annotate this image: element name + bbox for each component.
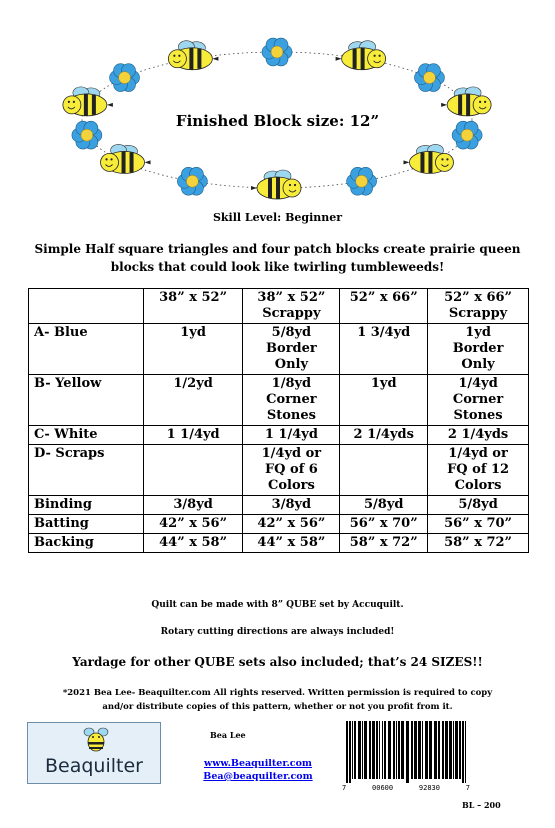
copyright-line-2: and/or distribute copies of this pattern, whether or not you profit from it. xyxy=(102,702,453,712)
table-row xyxy=(29,496,529,515)
barcode-bar xyxy=(445,721,448,779)
bee-icon xyxy=(101,144,151,173)
table-cell: 3/8yd xyxy=(143,496,243,515)
barcode-bar xyxy=(462,721,464,783)
table-cell: 52” x 66” xyxy=(340,289,428,324)
table-cell: 1 1/4yd xyxy=(143,426,243,445)
table-row xyxy=(29,515,529,534)
barcode-bar xyxy=(358,721,361,779)
pattern-code: BL – 200 xyxy=(462,800,501,810)
barcode-bar xyxy=(349,721,351,783)
barcode-bar xyxy=(379,721,380,779)
table-cell: 38” x 52” xyxy=(143,289,243,324)
barcode-bar xyxy=(396,721,397,779)
barcode xyxy=(342,721,470,783)
barcode-bar xyxy=(406,721,409,783)
table-cell xyxy=(340,445,428,496)
yardage-table xyxy=(28,288,529,553)
barcode-bar xyxy=(352,721,353,779)
barcode-bar xyxy=(346,721,348,783)
table-cell: 1/8yd Corner Stones xyxy=(243,375,340,426)
rotary-note: Rotary cutting directions are always included! xyxy=(160,627,395,637)
table-cell: 56” x 70” xyxy=(340,515,428,534)
table-cell: A- Blue xyxy=(29,324,144,375)
barcode-bar xyxy=(384,721,386,779)
table-cell: 5/8yd xyxy=(340,496,428,515)
table-cell: B- Yellow xyxy=(29,375,144,426)
barcode-bar xyxy=(411,721,413,779)
barcode-bar xyxy=(455,721,458,779)
table-cell: 56” x 70” xyxy=(428,515,529,534)
barcode-digit-group: 00600 xyxy=(372,784,394,792)
table-cell: 52” x 66” Scrappy xyxy=(428,289,529,324)
table-cell: 38” x 52” Scrappy xyxy=(243,289,340,324)
table-cell: 1/4yd or FQ of 6 Colors xyxy=(243,445,340,496)
table-cell: 1 3/4yd xyxy=(340,324,428,375)
table-cell: 2 1/4yds xyxy=(340,426,428,445)
table-cell xyxy=(143,445,243,496)
table-cell: 44” x 58” xyxy=(243,534,340,553)
barcode-bar xyxy=(429,721,432,779)
yardage-note: Yardage for other QUBE sets also included; that’s 24 SIZES!! xyxy=(72,655,483,669)
barcode-bar xyxy=(388,721,391,779)
table-row xyxy=(29,324,529,375)
flower-icon xyxy=(177,167,207,195)
table-cell: Batting xyxy=(29,515,144,534)
email-link[interactable]: Bea@beaquilter.com xyxy=(203,771,313,782)
barcode-bar xyxy=(442,721,444,779)
bee-wreath xyxy=(0,0,555,200)
copyright-line-1: *2021 Bea Lee- Beaquilter.com All rights reserved. Written permission is required to copy xyxy=(62,688,493,698)
table-cell: 5/8yd xyxy=(428,496,529,515)
table-cell: 1yd xyxy=(340,375,428,426)
flower-icon xyxy=(110,64,140,92)
barcode-bar xyxy=(453,721,454,779)
barcode-bar xyxy=(354,721,356,779)
barcode-digit-group: 92830 xyxy=(418,784,440,792)
barcode-bar xyxy=(382,721,383,779)
bee-icon xyxy=(403,144,453,173)
flower-icon xyxy=(262,38,292,66)
website-link[interactable]: www.Beaquilter.com xyxy=(204,758,312,769)
description-line-2: blocks that could look like twirling tumbleweeds! xyxy=(110,260,445,274)
barcode-bar xyxy=(459,721,461,779)
barcode-bar xyxy=(401,721,404,779)
flower-icon xyxy=(347,167,377,195)
table-header-row xyxy=(29,289,529,324)
table-cell: Binding xyxy=(29,496,144,515)
qube-note: Quilt can be made with 8” QUBE set by Accuquilt. xyxy=(151,600,404,610)
bee-icon xyxy=(336,41,386,70)
block-size-title: Finished Block size: 12” xyxy=(175,112,380,130)
table-cell: C- White xyxy=(29,426,144,445)
table-cell: 58” x 72” xyxy=(428,534,529,553)
logo-text: Beaquilter xyxy=(45,755,143,777)
barcode-bar xyxy=(364,721,367,779)
table-cell: 42” x 56” xyxy=(243,515,340,534)
bee-icon xyxy=(251,170,301,199)
table-cell: 1yd Border Only xyxy=(428,324,529,375)
barcode-digits xyxy=(342,784,470,792)
table-cell: D- Scraps xyxy=(29,445,144,496)
barcode-digit-group: 7 xyxy=(342,784,347,792)
table-cell: Backing xyxy=(29,534,144,553)
table-row xyxy=(29,534,529,553)
barcode-bar xyxy=(398,721,400,779)
table-cell: 1/4yd Corner Stones xyxy=(428,375,529,426)
table-cell: 1/2yd xyxy=(143,375,243,426)
barcode-bar xyxy=(418,721,421,779)
barcode-bar xyxy=(434,721,437,779)
barcode-bar xyxy=(422,721,423,779)
table-cell: 5/8yd Border Only xyxy=(243,324,340,375)
barcode-bar xyxy=(438,721,440,779)
bee-icon xyxy=(168,41,218,70)
barcode-bar xyxy=(414,721,417,779)
table-row xyxy=(29,426,529,445)
table-cell: 3/8yd xyxy=(243,496,340,515)
barcode-bar xyxy=(362,721,363,779)
table-cell: 42” x 56” xyxy=(143,515,243,534)
description-line-1: Simple Half square triangles and four patch blocks create prairie queen xyxy=(34,242,521,256)
barcode-bar xyxy=(372,721,375,779)
table-cell: 1 1/4yd xyxy=(243,426,340,445)
table-cell: 1/4yd or FQ of 12 Colors xyxy=(428,445,529,496)
barcode-bar xyxy=(393,721,395,779)
table-cell: 2 1/4yds xyxy=(428,426,529,445)
barcode-bar xyxy=(465,721,466,783)
barcode-bar xyxy=(425,721,428,779)
table-row xyxy=(29,445,529,496)
skill-level: Skill Level: Beginner xyxy=(212,211,343,224)
beaquilter-logo xyxy=(27,722,161,784)
barcode-bar xyxy=(369,721,371,779)
table-cell: 58” x 72” xyxy=(340,534,428,553)
barcode-digit-group: 7 xyxy=(465,784,470,792)
flower-icon xyxy=(414,64,444,92)
table-cell xyxy=(29,289,144,324)
barcode-bar xyxy=(376,721,378,779)
barcode-bar xyxy=(449,721,452,779)
bee-icon xyxy=(83,725,109,753)
author-name: Bea Lee xyxy=(210,730,246,740)
table-row xyxy=(29,375,529,426)
table-cell: 1yd xyxy=(143,324,243,375)
table-cell: 44” x 58” xyxy=(143,534,243,553)
